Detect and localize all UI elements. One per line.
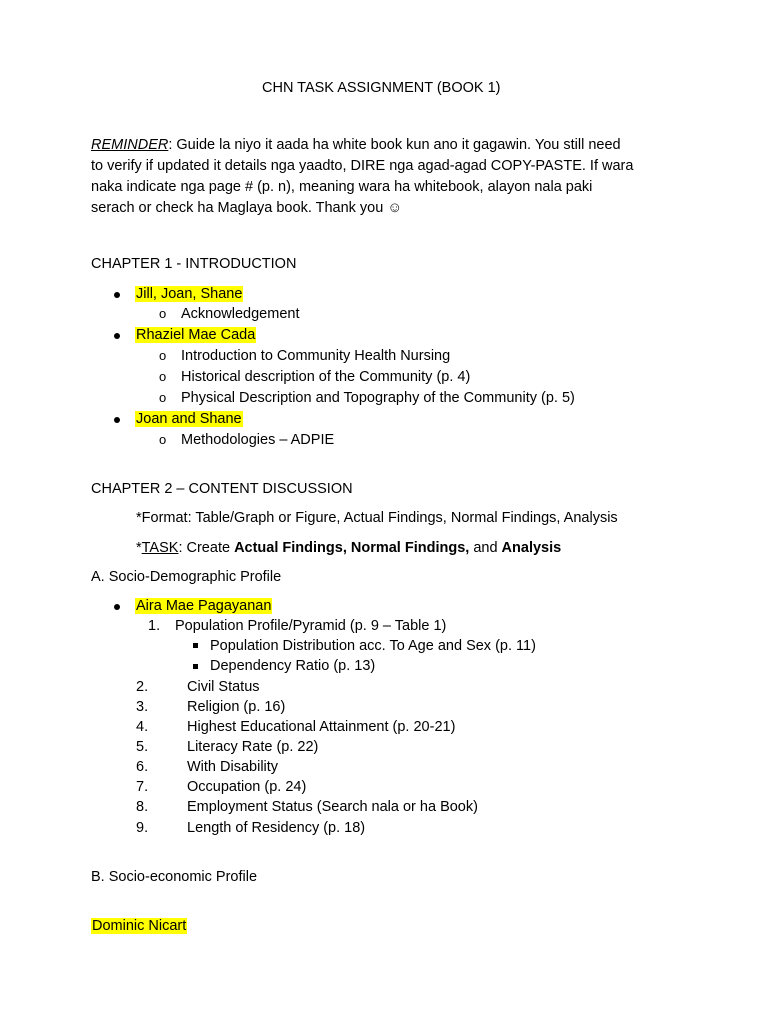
square-bullet-icon bbox=[193, 643, 198, 648]
task-item: Introduction to Community Health Nursing bbox=[181, 348, 451, 364]
reminder-label: REMINDER bbox=[91, 137, 169, 153]
list-number: 8. bbox=[136, 799, 149, 815]
list-item: Length of Residency (p. 18) bbox=[187, 820, 366, 836]
list-number: 3. bbox=[136, 699, 149, 715]
document-title: CHN TASK ASSIGNMENT (BOOK 1) bbox=[262, 80, 501, 96]
bullet-icon bbox=[114, 417, 120, 423]
reminder-line-4: serach or check ha Maglaya book. Thank you ☺ bbox=[91, 200, 403, 216]
assignee-name: Dominic Nicart bbox=[92, 918, 187, 934]
list-item: Religion (p. 16) bbox=[187, 699, 286, 715]
section-b-heading: B. Socio-economic Profile bbox=[91, 869, 258, 885]
reminder-line-1 bbox=[91, 135, 621, 155]
reminder-text-1: : Guide la niyo it aada ha white book kun ano it gagawin. You still need bbox=[168, 137, 621, 153]
circle-bullet-icon: o bbox=[159, 390, 167, 405]
list-item: With Disability bbox=[187, 759, 279, 775]
list-item: Highest Educational Attainment (p. 20-21) bbox=[187, 719, 456, 735]
list-item: Civil Status bbox=[187, 679, 260, 695]
list-item: Literacy Rate (p. 22) bbox=[187, 739, 319, 755]
task-item: Acknowledgement bbox=[181, 306, 300, 322]
assignee-name: Aira Mae Pagayanan bbox=[136, 598, 272, 614]
assignee-name: Joan and Shane bbox=[136, 411, 242, 427]
circle-bullet-icon: o bbox=[159, 348, 167, 363]
list-item: Occupation (p. 24) bbox=[187, 779, 307, 795]
circle-bullet-icon: o bbox=[159, 432, 167, 447]
list-number: 6. bbox=[136, 759, 149, 775]
task-item: Physical Description and Topography of the Community (p. 5) bbox=[181, 390, 575, 406]
list-number: 5. bbox=[136, 739, 149, 755]
list-number: 1. bbox=[148, 618, 161, 634]
sub-list-item: Dependency Ratio (p. 13) bbox=[210, 658, 376, 674]
assignee-name: Jill, Joan, Shane bbox=[136, 286, 243, 302]
list-number: 9. bbox=[136, 820, 149, 836]
task-item: Methodologies – ADPIE bbox=[181, 432, 335, 448]
bullet-icon bbox=[114, 333, 120, 339]
list-number: 4. bbox=[136, 719, 149, 735]
circle-bullet-icon: o bbox=[159, 369, 167, 384]
list-item: Employment Status (Search nala or ha Book) bbox=[187, 799, 478, 815]
task-line: *TASK: Create Actual Findings, Normal Findings, and Analysis bbox=[136, 540, 562, 556]
list-item: Population Profile/Pyramid (p. 9 – Table 1) bbox=[175, 618, 447, 634]
task-item: Historical description of the Community (p. 4) bbox=[181, 369, 471, 385]
chapter-2-heading: CHAPTER 2 – CONTENT DISCUSSION bbox=[91, 481, 353, 497]
list-number: 2. bbox=[136, 679, 149, 695]
sub-list-item: Population Distribution acc. To Age and Sex (p. 11) bbox=[210, 638, 536, 654]
reminder-line-3: naka indicate nga page # (p. n), meaning wara ha whitebook, alayon nala paki bbox=[91, 179, 593, 195]
format-line: *Format: Table/Graph or Figure, Actual Findings, Normal Findings, Analysis bbox=[136, 510, 618, 526]
reminder-line-2: to verify if updated it details nga yaadto, DIRE nga agad-agad COPY-PASTE. If wara bbox=[91, 158, 634, 174]
circle-bullet-icon: o bbox=[159, 306, 167, 321]
square-bullet-icon bbox=[193, 664, 198, 669]
bullet-icon bbox=[114, 604, 120, 610]
chapter-1-heading: CHAPTER 1 - INTRODUCTION bbox=[91, 256, 297, 272]
section-a-heading: A. Socio-Demographic Profile bbox=[91, 569, 282, 585]
bullet-icon bbox=[114, 292, 120, 298]
assignee-name: Rhaziel Mae Cada bbox=[136, 327, 256, 343]
list-number: 7. bbox=[136, 779, 149, 795]
